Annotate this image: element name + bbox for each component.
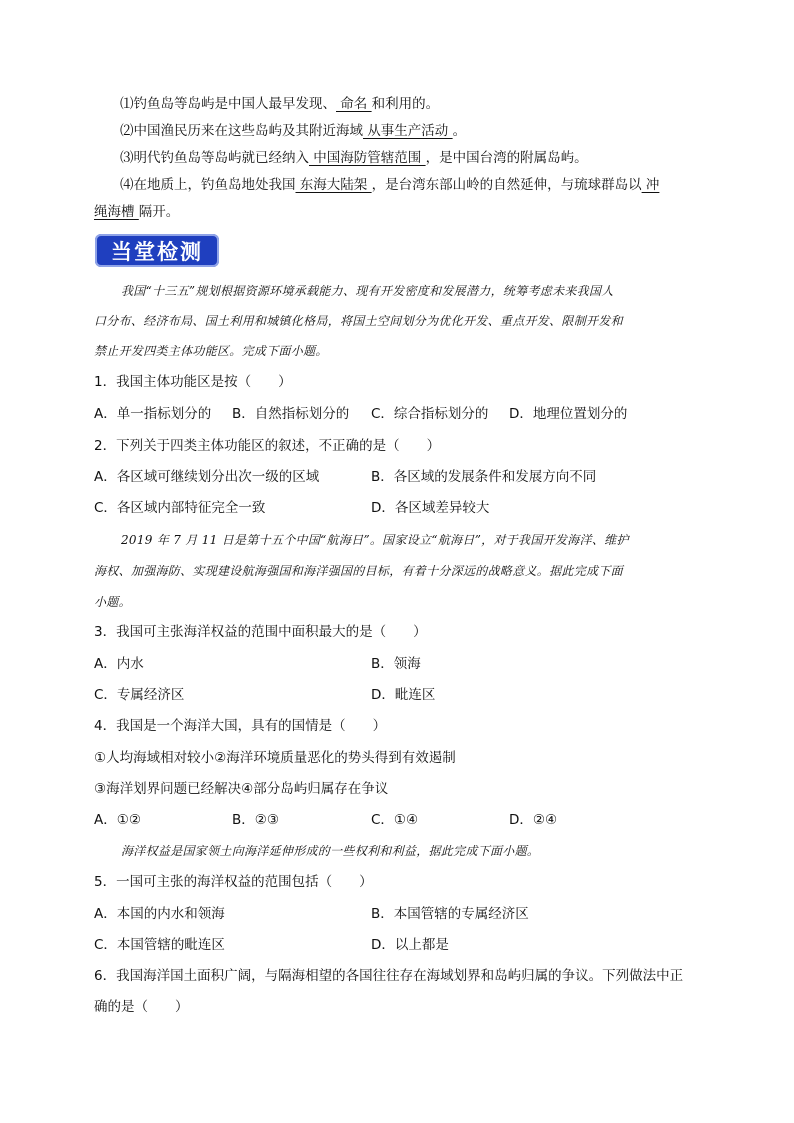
- question-2-option-b: B．各区域的发展条件和发展方向不同: [371, 469, 597, 485]
- question-4-option-b: B．②③: [232, 812, 279, 828]
- question-4-statements-1: ①人均海域相对较小②海洋环境质量恶化的势头得到有效遏制: [94, 750, 456, 766]
- point-text: ⑶明代钓鱼岛等岛屿就已经纳入: [120, 150, 309, 166]
- question-1-option-b: B．自然指标划分的: [232, 406, 350, 422]
- question-6-stem-continued: 确的是（ ）: [94, 999, 189, 1015]
- question-5-option-d: D．以上都是: [371, 937, 449, 953]
- question-1-option-d: D．地理位置划分的: [509, 406, 628, 422]
- question-2-option-a: A．各区域可继续划分出次一级的区域: [94, 469, 320, 485]
- answer-blank: 中国海防管辖范围: [309, 150, 426, 166]
- answer-blank: 绳海槽: [94, 204, 139, 220]
- point-text: 隔开。: [138, 204, 180, 220]
- answer-blank: 命名: [336, 96, 372, 112]
- point-text: 。: [452, 123, 467, 139]
- passage-line: 口分布、经济布局、国土利用和城镇化格局，将国土空间划分为优化开发、重点开发、限制开发和: [94, 314, 623, 328]
- answer-blank: 冲: [641, 177, 660, 193]
- passage-line: 我国“十三五”规划根据资源环境承载能力、现有开发密度和发展潜力，统筹考虑未来我国人: [121, 284, 614, 298]
- point-3: [120, 148, 588, 168]
- point-text: ⑴钓鱼岛等岛屿是中国人最早发现、: [120, 96, 336, 112]
- question-1-option-c: C．综合指标划分的: [371, 406, 489, 422]
- question-2-stem: 2．下列关于四类主体功能区的叙述，不正确的是（ ）: [94, 438, 441, 454]
- passage-line: 禁止开发四类主体功能区。完成下面小题。: [94, 344, 328, 358]
- question-5-option-b: B．本国管辖的专属经济区: [371, 906, 529, 922]
- question-3-option-d: D．毗连区: [371, 687, 436, 703]
- question-1-option-a: A．单一指标划分的: [94, 406, 212, 422]
- section-banner: 当堂检测: [95, 234, 219, 267]
- question-4-option-c: C．①④: [371, 812, 419, 828]
- passage-line: 海权、加强海防、实现建设航海强国和海洋强国的目标，有着十分深远的战略意义。据此完成下面: [94, 564, 623, 578]
- point-text: ，是台湾东部山岭的自然延伸，与琉球群岛以: [371, 177, 642, 193]
- point-2: [120, 121, 466, 141]
- question-5-option-c: C．本国管辖的毗连区: [94, 937, 225, 953]
- passage-line: 2019 年 7 月 11 日是第十五个中国“航海日”。国家设立“航海日”，对于我国开发海洋、维护: [121, 533, 629, 547]
- question-3-stem: 3．我国可主张海洋权益的范围中面积最大的是（ ）: [94, 624, 427, 640]
- answer-blank: 从事生产活动: [363, 123, 453, 139]
- question-5-option-a: A．本国的内水和领海: [94, 906, 225, 922]
- passage-line: 海洋权益是国家领土向海洋延伸形成的一些权利和利益，据此完成下面小题。: [121, 844, 540, 858]
- question-3-option-a: A．内水: [94, 656, 144, 672]
- point-text: ⑷在地质上，钓鱼岛地处我国: [120, 177, 296, 193]
- question-3-option-b: B．领海: [371, 656, 421, 672]
- passage-line: 小题。: [94, 595, 131, 609]
- question-4-option-a: A．①②: [94, 812, 141, 828]
- question-4-statements-2: ③海洋划界问题已经解决④部分岛屿归属存在争议: [94, 781, 389, 797]
- point-text: ，是中国台湾的附属岛屿。: [425, 150, 588, 166]
- answer-blank: 东海大陆架: [295, 177, 372, 193]
- point-4-continued: [94, 202, 179, 222]
- question-4-option-d: D．②④: [509, 812, 558, 828]
- point-1: [120, 94, 439, 114]
- question-5-stem: 5．一国可主张的海洋权益的范围包括（ ）: [94, 874, 373, 890]
- point-text: 和利用的。: [371, 96, 440, 112]
- question-2-option-d: D．各区域差异较大: [371, 500, 490, 516]
- point-4: [120, 175, 659, 195]
- point-text: ⑵中国渔民历来在这些岛屿及其附近海域: [120, 123, 363, 139]
- question-3-option-c: C．专属经济区: [94, 687, 185, 703]
- question-2-option-c: C．各区域内部特征完全一致: [94, 500, 266, 516]
- question-1-stem: 1．我国主体功能区是按（ ）: [94, 374, 292, 390]
- question-6-stem: 6．我国海洋国土面积广阔，与隔海相望的各国往往存在海域划界和岛屿归属的争议。下列做法中正: [94, 968, 684, 984]
- question-4-stem: 4．我国是一个海洋大国，具有的国情是（ ）: [94, 718, 387, 734]
